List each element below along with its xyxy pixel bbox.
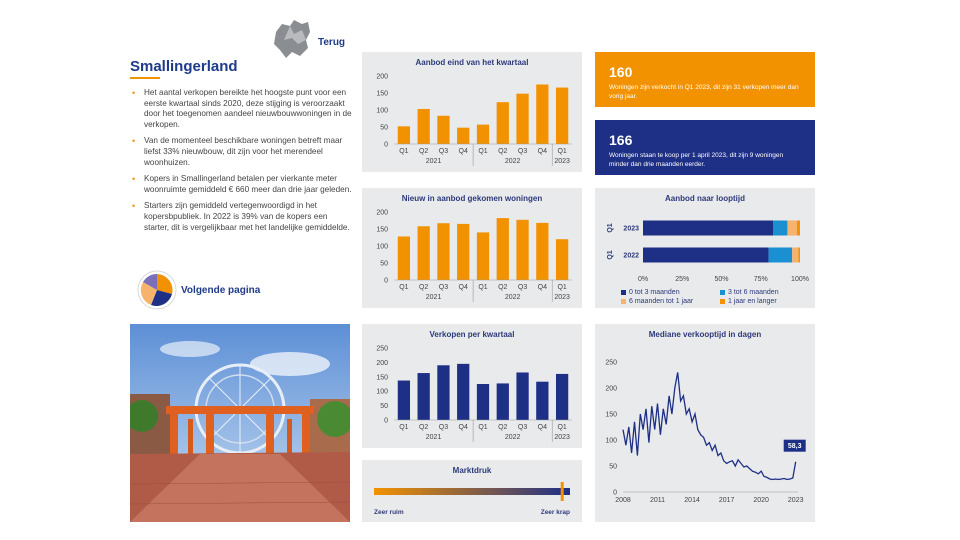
bullet-icon: • xyxy=(132,174,136,185)
x-tick-label: Q1 xyxy=(557,284,567,291)
last-value-label: 58,3 xyxy=(787,443,802,451)
pie-icon xyxy=(137,270,177,310)
x-tick-label: 2008 xyxy=(615,497,631,504)
x-tick-label: Q1 xyxy=(399,148,409,155)
duration-stacked-chart xyxy=(595,188,815,283)
y-tick-label: 0 xyxy=(613,489,617,497)
x-tick-label: Q2 xyxy=(498,284,508,291)
y-tick-label: 0 xyxy=(384,277,388,285)
y-tick-label: 250 xyxy=(605,359,617,367)
bar xyxy=(477,232,489,280)
bullet-icon: • xyxy=(132,88,136,98)
bar xyxy=(556,374,568,420)
y-tick-label: 0 xyxy=(384,417,388,425)
x-tick-label: Q1 xyxy=(478,424,488,431)
chart-panel-sales xyxy=(362,324,582,448)
chart-panel-sales-time xyxy=(595,324,815,522)
x-tick-label: 2011 xyxy=(650,497,666,504)
bar xyxy=(418,373,430,420)
x-tick-label: Q4 xyxy=(537,148,548,155)
bullet-icon: • xyxy=(132,136,136,147)
group-label: 2021 xyxy=(425,294,442,301)
y-tick-label: 150 xyxy=(605,411,617,419)
chart-title: Aanbod naar looptijd xyxy=(665,194,745,203)
kpi-for-sale-card xyxy=(595,120,815,175)
x-tick-label: Q2 xyxy=(418,284,429,291)
x-tick-label: Q2 xyxy=(418,424,429,431)
chart-title: Nieuw in aanbod gekomen woningen xyxy=(401,194,543,203)
row-label: 2023 xyxy=(623,225,639,233)
x-tick-label: Q4 xyxy=(537,284,548,291)
next-page-button[interactable] xyxy=(137,270,287,310)
list-item: • Kopers in Smallingerland betalen per vierkante meter woonruimte gemiddeld € 660 meer dan drie jaar geleden. xyxy=(132,174,352,194)
back-button[interactable]: Terug xyxy=(318,37,346,48)
y-tick-label: 250 xyxy=(376,345,388,353)
pressure-left-label: Zeer ruim xyxy=(374,509,404,516)
bar xyxy=(398,381,410,420)
summary-list xyxy=(130,88,352,239)
list-item: • Van de momenteel beschikbare woningen betreft maar liefst 33% nieuwbouw, dit zijn voor het merendeel woonhuizen. xyxy=(132,136,343,167)
bar xyxy=(536,382,548,420)
legend-swatch xyxy=(621,290,626,295)
x-tick-label: 2020 xyxy=(753,497,769,504)
supply-bar-chart xyxy=(362,52,582,172)
bar xyxy=(437,365,449,420)
stacked-segment xyxy=(643,248,769,263)
x-tick-label: 2023 xyxy=(787,497,804,504)
y-tick-label: 0 xyxy=(384,141,388,149)
bar xyxy=(437,223,449,280)
group-label: 2023 xyxy=(554,158,570,165)
x-tick-label: Q3 xyxy=(517,284,528,291)
chart-title: Mediane verkooptijd in dagen xyxy=(648,330,762,339)
legend-swatch xyxy=(720,290,725,295)
region-map-icon xyxy=(272,18,314,60)
row-group-label: Q1 xyxy=(607,223,614,233)
chart-panel-new-supply xyxy=(362,188,582,308)
page-title: Smallingerland xyxy=(130,58,238,75)
y-tick-label: 200 xyxy=(376,73,388,81)
x-tick-label: Q2 xyxy=(498,148,508,155)
x-tick-label: Q3 xyxy=(438,424,449,431)
y-tick-label: 200 xyxy=(605,385,617,393)
legend-item: 6 maanden tot 1 jaar xyxy=(621,298,693,305)
legend-swatch xyxy=(621,299,626,304)
row-group-label: Q1 xyxy=(607,250,614,260)
legend-item: 1 jaar en langer xyxy=(720,298,777,305)
sales-time-line-chart xyxy=(595,324,815,522)
bar xyxy=(556,239,568,280)
legend-item: 3 tot 6 maanden xyxy=(720,289,779,296)
x-tick-label: 100% xyxy=(791,276,809,283)
y-tick-label: 100 xyxy=(376,107,388,115)
x-tick-label: Q1 xyxy=(478,148,488,155)
x-tick-label: 2017 xyxy=(718,497,735,504)
group-label: 2022 xyxy=(504,434,521,441)
bar xyxy=(457,364,469,420)
x-tick-label: Q3 xyxy=(438,148,449,155)
x-tick-label: Q1 xyxy=(399,424,409,431)
market-pressure-gauge xyxy=(362,460,582,522)
y-tick-label: 50 xyxy=(609,463,617,471)
title-underline xyxy=(130,77,160,79)
bar xyxy=(457,224,469,280)
town-photo xyxy=(130,324,350,522)
series-line xyxy=(623,372,796,479)
y-tick-label: 100 xyxy=(605,437,617,445)
x-tick-label: Q4 xyxy=(537,424,548,431)
stacked-segment xyxy=(769,248,793,263)
sales-bar-chart xyxy=(362,324,582,448)
group-label: 2021 xyxy=(425,434,442,441)
x-tick-label: Q2 xyxy=(498,424,508,431)
x-tick-label: Q4 xyxy=(458,424,468,431)
y-tick-label: 150 xyxy=(376,374,388,382)
x-tick-label: Q1 xyxy=(557,148,567,155)
bar xyxy=(556,88,568,144)
row-label: 2022 xyxy=(623,252,639,260)
group-label: 2021 xyxy=(425,158,442,165)
bar xyxy=(437,116,449,144)
market-pressure-panel xyxy=(362,460,582,522)
y-tick-label: 150 xyxy=(376,90,388,98)
x-tick-label: Q1 xyxy=(399,284,409,291)
stacked-segment xyxy=(798,248,800,263)
stacked-segment xyxy=(792,248,798,263)
y-tick-label: 150 xyxy=(376,226,388,234)
bar xyxy=(457,128,469,144)
group-label: 2022 xyxy=(504,294,521,301)
x-tick-label: Q1 xyxy=(478,284,488,291)
new-supply-bar-chart xyxy=(362,188,582,308)
x-tick-label: Q3 xyxy=(517,424,528,431)
bar xyxy=(497,218,509,280)
x-tick-label: Q4 xyxy=(458,148,468,155)
bar xyxy=(477,125,489,144)
x-tick-label: Q1 xyxy=(557,424,567,431)
bar xyxy=(516,94,528,144)
y-tick-label: 50 xyxy=(380,260,388,268)
pressure-bar xyxy=(374,488,570,495)
bullet-icon: • xyxy=(132,201,136,212)
bar xyxy=(497,102,509,144)
kpi-sales-card xyxy=(595,52,815,107)
pressure-marker xyxy=(561,482,564,501)
pressure-right-label: Zeer krap xyxy=(540,509,570,516)
list-item: • Het aantal verkopen bereikte het hoogste punt voor een eerste kwartaal sinds 2020, deze stijging is veroorzaakt door het toegenomen aandeel nieuwbouwwoningen in de verkopen. xyxy=(132,88,352,129)
group-label: 2023 xyxy=(554,294,570,301)
kpi-text: Woningen staan te koop per 1 april 2023, dit zijn 9 woningen minder dan drie maanden eerder. xyxy=(609,152,784,168)
stacked-segment xyxy=(787,221,796,236)
bar xyxy=(398,236,410,280)
x-tick-label: 50% xyxy=(714,276,729,283)
bar xyxy=(536,85,548,145)
bar xyxy=(497,383,509,420)
x-tick-label: 75% xyxy=(753,276,768,283)
y-tick-label: 100 xyxy=(376,243,388,251)
y-tick-label: 50 xyxy=(380,403,388,411)
group-label: 2023 xyxy=(554,434,570,441)
x-tick-label: Q3 xyxy=(438,284,449,291)
x-tick-label: Q2 xyxy=(418,148,429,155)
y-tick-label: 50 xyxy=(380,124,388,132)
kpi-text: Woningen zijn verkocht in Q1 2023, dit zijn 31 verkopen meer dan vorig jaar. xyxy=(609,84,799,100)
bar xyxy=(536,223,548,280)
bar xyxy=(398,126,410,144)
bar xyxy=(477,384,489,420)
x-tick-label: 0% xyxy=(637,276,649,283)
legend-swatch xyxy=(720,299,725,304)
list-item: • Starters zijn gemiddeld vertegenwoordigd in het kopersbpubliek. In 2022 is 39% van de kopers een starter, dit is vergelijkbaar met het landelijke gemiddelde. xyxy=(132,201,350,232)
stacked-segment xyxy=(643,221,773,236)
x-tick-label: Q4 xyxy=(458,284,468,291)
x-tick-label: 25% xyxy=(675,276,690,283)
x-tick-label: Q3 xyxy=(517,148,528,155)
chart-title: Marktdruk xyxy=(452,466,492,475)
stacked-segment xyxy=(797,221,800,236)
y-tick-label: 200 xyxy=(376,359,388,367)
kpi-value: 166 xyxy=(609,132,633,148)
stacked-segment xyxy=(773,221,787,236)
group-label: 2022 xyxy=(504,158,521,165)
bar xyxy=(418,226,430,280)
legend-item: 0 tot 3 maanden xyxy=(621,289,680,296)
chart-title: Aanbod eind van het kwartaal xyxy=(415,58,529,67)
chart-title: Verkopen per kwartaal xyxy=(429,330,515,339)
kpi-value: 160 xyxy=(609,64,633,80)
chart-panel-duration xyxy=(595,188,815,308)
bar xyxy=(418,109,430,144)
bar xyxy=(516,372,528,420)
next-page-label: Volgende pagina xyxy=(181,285,261,296)
y-tick-label: 100 xyxy=(376,388,388,396)
x-tick-label: 2014 xyxy=(684,497,700,504)
y-tick-label: 200 xyxy=(376,209,388,217)
chart-panel-supply xyxy=(362,52,582,172)
bar xyxy=(516,220,528,280)
